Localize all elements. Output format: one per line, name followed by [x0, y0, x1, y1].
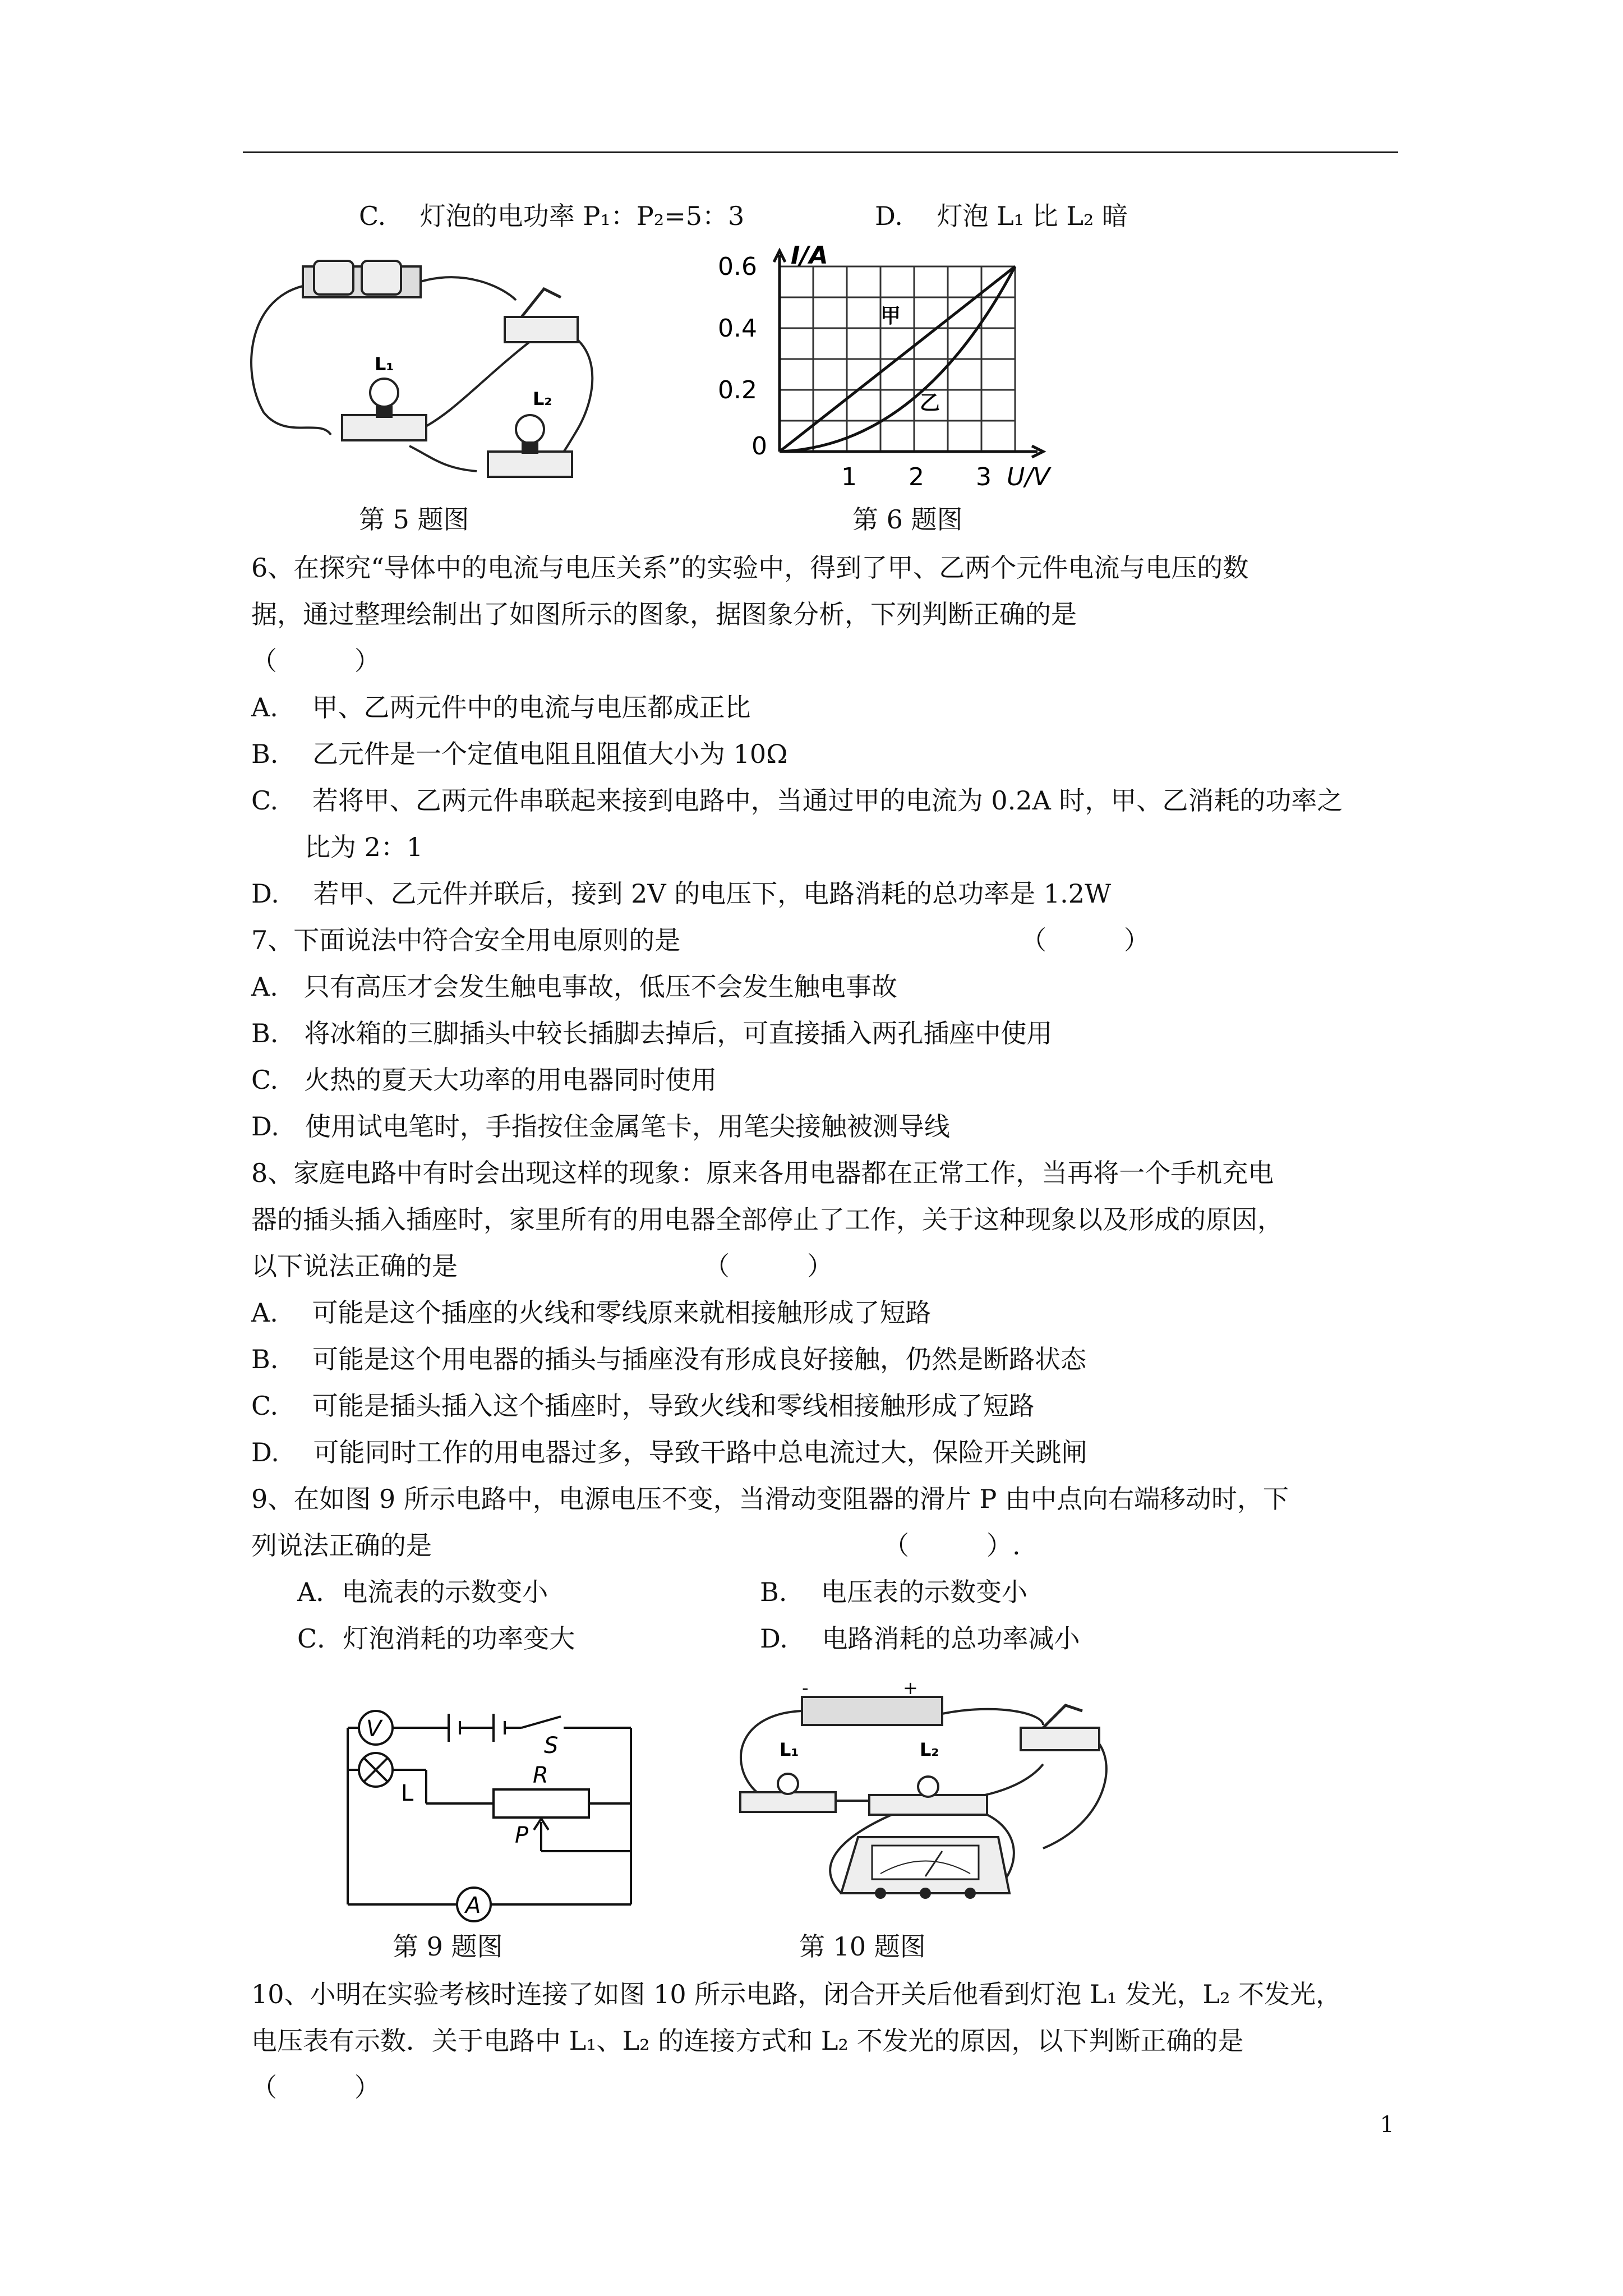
fig6-xtick-3: 3 — [976, 463, 992, 491]
header-rule — [243, 151, 1398, 153]
q9-bracket: （ ）. — [883, 1530, 1021, 1561]
fig6-series-jia: 甲 — [880, 305, 901, 328]
fig9-voltmeter-label: V — [366, 1716, 382, 1742]
q8-option-c: C. 可能是插头插入这个插座时，导致火线和零线相接触形成了短路 — [251, 1391, 1035, 1421]
fig6-caption: 第 6 题图 — [852, 504, 963, 535]
fig6-ytick-0.2: 0.2 — [718, 376, 757, 404]
q6-option-a: A. 甲、乙两元件中的电流与电压都成正比 — [251, 692, 751, 723]
fig6-ylabel: I/A — [791, 244, 828, 270]
q8-option-b: B. 可能是这个用电器的插头与插座没有形成良好接触，仍然是断路状态 — [251, 1344, 1087, 1374]
q9-option-d: D. 电路消耗的总功率减小 — [760, 1623, 1080, 1654]
q10-stem-line2: 电压表有示数．关于电路中 L₁、L₂ 的连接方式和 L₂ 不发光的原因，以下判断正确的是 — [251, 2026, 1244, 2056]
q5-option-c: C. 灯泡的电功率 P₁：P₂=5：3 — [359, 201, 745, 231]
fig6-xtick-2: 2 — [909, 463, 924, 491]
q7-bracket: （ ） — [1021, 925, 1150, 955]
fig9-lamp-label: L — [401, 1780, 414, 1806]
q7-option-d: D. 使用试电笔时，手指按住金属笔卡，用笔尖接触被测导线 — [251, 1111, 950, 1142]
page-number: 1 — [1380, 2112, 1394, 2138]
figure-10-circuit — [729, 1680, 1133, 1932]
q9-option-a: A．电流表的示数变小 — [297, 1577, 548, 1607]
figure-9-circuit — [325, 1688, 651, 1935]
fig6-ytick-0.6: 0.6 — [718, 252, 757, 281]
q8-stem-line3: 以下说法正确的是 — [251, 1251, 458, 1281]
q6-option-c-line1: C. 若将甲、乙两元件串联起来接到电路中，当通过甲的电流为 0.2A 时，甲、乙消耗的功率之 — [251, 785, 1343, 816]
fig9-caption: 第 9 题图 — [393, 1931, 503, 1962]
fig9-switch-label: S — [544, 1733, 559, 1759]
fig10-l2-label: L₂ — [920, 1739, 939, 1760]
q8-bracket: （ ） — [704, 1251, 833, 1281]
fig6-xlabel: U/V — [1007, 463, 1050, 491]
fig9-resistor-label: R — [533, 1763, 548, 1788]
fig6-xtick-1: 1 — [841, 463, 857, 491]
q6-option-b: B. 乙元件是一个定值电阻且阻值大小为 10Ω — [251, 739, 788, 769]
q6-option-c-line2: 比为 2：1 — [305, 832, 423, 862]
q7-option-c: C. 火热的夏天大功率的用电器同时使用 — [251, 1065, 717, 1095]
q6-option-d: D. 若甲、乙元件并联后，接到 2V 的电压下，电路消耗的总功率是 1.2W — [251, 878, 1112, 909]
q10-bracket: （ ） — [251, 2072, 380, 2102]
q8-stem-line2: 器的插头插入插座时，家里所有的用电器全部停止了工作，关于这种现象以及形成的原因， — [251, 1204, 1283, 1235]
fig5-l1-label: L₁ — [375, 353, 394, 375]
q8-stem-line1: 8、家庭电路中有时会出现这样的现象：原来各用电器都在正常工作，当再将一个手机充电 — [251, 1158, 1274, 1188]
figure-6-iu-graph — [695, 244, 1099, 491]
q6-stem-line1: 6、在探究“导体中的电流与电压关系”的实验中，得到了甲、乙两个元件电流与电压的数 — [251, 553, 1249, 583]
q8-option-a: A. 可能是这个插座的火线和零线原来就相接触形成了短路 — [251, 1297, 932, 1328]
fig5-l2-label: L₂ — [533, 388, 552, 409]
fig9-slider-label: P — [515, 1823, 529, 1848]
fig5-caption: 第 5 题图 — [359, 504, 469, 535]
q9-option-c: C．灯泡消耗的功率变大 — [297, 1623, 575, 1654]
fig9-ammeter-label: A — [465, 1893, 481, 1918]
fig6-ytick-0: 0 — [751, 432, 767, 461]
fig10-caption: 第 10 题图 — [799, 1931, 926, 1962]
q9-option-b: B. 电压表的示数变小 — [760, 1577, 1028, 1607]
fig10-l1-label: L₁ — [780, 1739, 799, 1760]
fig6-ytick-0.4: 0.4 — [718, 314, 757, 343]
q7-option-b: B. 将冰箱的三脚插头中较长插脚去掉后，可直接插入两孔插座中使用 — [251, 1018, 1053, 1048]
fig10-minus-label: - — [802, 1680, 809, 1699]
q10-stem-line1: 10、小明在实验考核时连接了如图 10 所示电路，闭合开关后他看到灯泡 L₁ 发光，L₂ 不发光， — [251, 1979, 1342, 2009]
q6-bracket: （ ） — [251, 646, 380, 676]
q8-option-d: D. 可能同时工作的用电器过多，导致干路中总电流过大，保险开关跳闸 — [251, 1437, 1087, 1467]
fig10-plus-label: + — [903, 1680, 918, 1699]
fig6-series-yi: 乙 — [920, 392, 940, 415]
q5-option-d: D. 灯泡 L₁ 比 L₂ 暗 — [875, 201, 1128, 231]
figure-5-circuit — [241, 244, 623, 491]
q7-stem: 7、下面说法中符合安全用电原则的是 — [251, 925, 681, 955]
q9-stem-line2: 列说法正确的是 — [251, 1530, 432, 1561]
q7-option-a: A. 只有高压才会发生触电事故，低压不会发生触电事故 — [251, 972, 897, 1002]
q9-stem-line1: 9、在如图 9 所示电路中，电源电压不变，当滑动变阻器的滑片 P 由中点向右端移动时，下 — [251, 1484, 1289, 1514]
q6-stem-line2: 据，通过整理绘制出了如图所示的图象，据图象分析，下列判断正确的是 — [251, 599, 1077, 629]
